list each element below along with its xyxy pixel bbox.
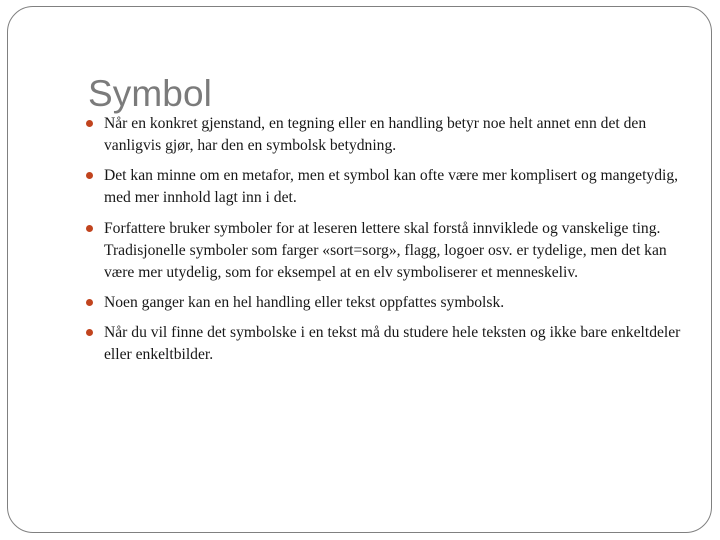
dot-bullet-icon: [86, 225, 93, 232]
dot-bullet-icon: [86, 299, 93, 306]
list-item-label: Når du vil finne det symbolske i en tekst må du studere hele teksten og ikke bare enkeltdeler eller enkeltbilder.: [104, 324, 681, 364]
dot-bullet-icon: [86, 172, 93, 179]
list-item: [84, 292, 684, 314]
list-item: [84, 218, 684, 284]
page-title: Symbol: [88, 72, 212, 114]
dot-bullet-icon: [86, 329, 93, 336]
list-item: [84, 165, 684, 209]
bullet-list: [84, 113, 684, 366]
list-item: [84, 322, 684, 366]
list-item-label: Når en konkret gjenstand, en tegning eller en handling betyr noe helt annet enn det den vanligvis gjør, har den en symbolsk betydning.: [104, 115, 647, 155]
list-item-label: Det kan minne om en metafor, men et symbol kan ofte være mer komplisert og mangetydig, med mer innhold lagt inn i det.: [104, 167, 679, 207]
dot-bullet-icon: [86, 120, 93, 127]
list-item-label: Forfattere bruker symboler for at leseren lettere skal forstå innviklede og vanskelige ting. Tradisjonelle symboler som farger «sort=sorg», flagg, logoer osv. er tydelige, men det kan være mer utydelig, som for eksempel at en elv symboliserer et menneskeliv.: [104, 219, 667, 281]
list-item-label: Noen ganger kan en hel handling eller tekst oppfattes symbolsk.: [104, 293, 505, 311]
list-item: [84, 113, 684, 157]
